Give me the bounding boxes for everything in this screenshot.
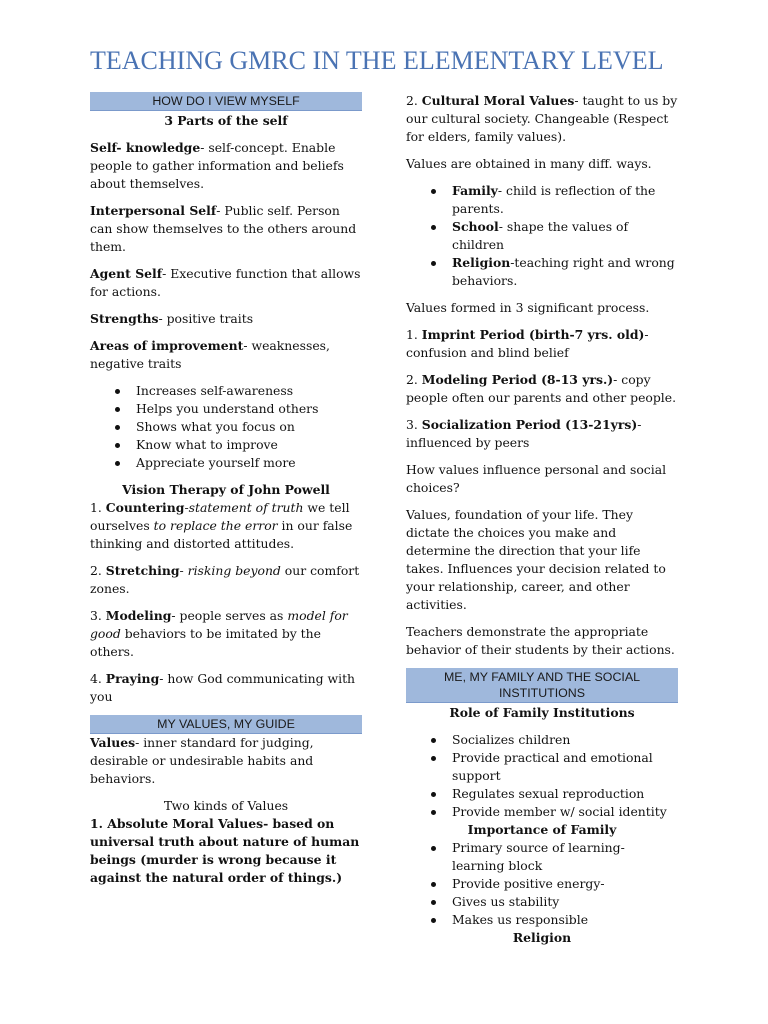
term: School: [452, 219, 499, 234]
text-2: in our false thinking and distorted attitudes.: [90, 518, 353, 551]
values-definition: [90, 734, 362, 788]
term: Countering: [105, 500, 185, 515]
desc: - positive traits: [158, 311, 254, 326]
self-part-item: [90, 337, 362, 373]
section-header-family-institutions: ME, MY FAMILY AND THE SOCIAL INSTITUTIONS: [406, 668, 678, 703]
desc: - weaknesses, negative traits: [90, 338, 330, 371]
list-item: Primary source of learning- learning block: [452, 839, 678, 875]
term: Strengths: [90, 311, 159, 326]
vision-item: [90, 562, 362, 598]
desc: - copy people often our parents and other people.: [406, 372, 677, 405]
num: 3.: [90, 608, 102, 623]
paren: (birth-7 yrs. old): [524, 327, 645, 342]
term: Modeling: [105, 608, 172, 623]
self-part-item: [90, 265, 362, 301]
num: 2.: [406, 93, 418, 108]
desc: - based on universal truth about nature of human beings (murder is wrong because it against the natural order of things.): [90, 816, 360, 885]
self-part-item: [90, 310, 362, 328]
desc: - shape the values of children: [452, 219, 629, 252]
values-obtained-text: Values are obtained in many diff. ways.: [406, 156, 652, 171]
desc: - inner standard for judging, desirable or undesirable habits and behaviors.: [90, 735, 314, 786]
family-importance-list: [406, 839, 678, 929]
list-item: [452, 218, 678, 254]
desc: - Executive function that allows for actions.: [90, 266, 361, 299]
num: 2.: [406, 372, 418, 387]
term: Praying: [105, 671, 160, 686]
list-item: Helps you understand others: [136, 400, 362, 418]
desc: - taught to us by our cultural society. Changeable (Respect for elders, family values).: [406, 93, 678, 144]
list-item: Provide positive energy-: [452, 875, 678, 893]
term: Agent Self: [90, 266, 163, 281]
term: Self- knowledge: [90, 140, 201, 155]
num: 4.: [90, 671, 102, 686]
term: Family: [452, 183, 498, 198]
subheading-parts-of-self: 3 Parts of the self: [164, 113, 288, 128]
two-kinds-title: Two kinds of Values: [163, 798, 289, 813]
list-item: Provide member w/ social identity: [452, 803, 678, 821]
vision-item: [90, 499, 362, 553]
text-1: our comfort zones.: [90, 563, 360, 596]
text-1: we tell ourselves: [90, 500, 350, 533]
term: Socialization Period: [421, 417, 561, 432]
list-item: Gives us stability: [452, 893, 678, 911]
list-item: [452, 254, 678, 290]
list-item: Provide practical and emotional support: [452, 749, 678, 785]
desc: - Public self. Person can show themselves to the others around them.: [90, 203, 357, 254]
page-title: TEACHING GMRC IN THE ELEMENTARY LEVEL: [90, 46, 664, 75]
paren: (8-13 yrs.): [536, 372, 614, 387]
values-formed-text: Values formed in 3 significant process.: [406, 300, 650, 315]
self-part-item: [90, 139, 362, 193]
period-item: [406, 326, 678, 362]
role-family-title: Role of Family Institutions: [449, 705, 635, 720]
italic-1: -statement of truth: [184, 500, 304, 515]
list-item: Increases self-awareness: [136, 382, 362, 400]
importance-family-title: Importance of Family: [467, 822, 617, 837]
vision-item: [90, 607, 362, 661]
right-column: [406, 92, 678, 947]
italic-2: to replace the error: [153, 518, 278, 533]
teachers-text: Teachers demonstrate the appropriate behavior of their students by their actions.: [406, 624, 675, 657]
term: Interpersonal Self: [90, 203, 217, 218]
term: Cultural Moral Values: [421, 93, 575, 108]
text-2: behaviors to be imitated by the others.: [90, 626, 321, 659]
desc: - self-concept. Enable people to gather information and beliefs about themselves.: [90, 140, 344, 191]
num: 2.: [90, 563, 102, 578]
num: 3.: [406, 417, 418, 432]
desc: - influenced by peers: [406, 417, 642, 450]
italic-1: - risking beyond: [179, 563, 281, 578]
list-item: [452, 182, 678, 218]
period-item: [406, 371, 678, 407]
term: Areas of improvement: [90, 338, 244, 353]
list-item: Know what to improve: [136, 436, 362, 454]
desc: - child is reflection of the parents.: [452, 183, 656, 216]
values-question: How values influence personal and social choices?: [406, 462, 667, 495]
values-sources-list: [406, 182, 678, 290]
desc: -teaching right and wrong behaviors.: [452, 255, 675, 288]
italic-2: model for good: [90, 608, 348, 641]
num: 1.: [90, 816, 103, 831]
values-foundation: Values, foundation of your life. They dictate the choices you make and determine the direction that your life takes. Influences your decision related to your relationship, career, and other activities.: [406, 507, 666, 612]
term: Religion: [452, 255, 511, 270]
absolute-values-item: [90, 815, 362, 887]
religion-title: Religion: [512, 930, 572, 945]
term: Imprint Period: [421, 327, 525, 342]
family-roles-list: [406, 731, 678, 821]
num: 1.: [90, 500, 102, 515]
list-item: Appreciate yourself more: [136, 454, 362, 472]
paren: (13-21yrs): [560, 417, 638, 432]
text-1: - people serves as: [171, 608, 288, 623]
benefits-list: [90, 382, 362, 472]
list-item: Makes us responsible: [452, 911, 678, 929]
left-column: [90, 92, 362, 896]
vision-therapy-title: Vision Therapy of John Powell: [122, 482, 330, 497]
term: Stretching: [105, 563, 180, 578]
num: 1.: [406, 327, 418, 342]
term: Values: [90, 735, 136, 750]
term: Modeling Period: [421, 372, 537, 387]
desc: - confusion and blind belief: [406, 327, 649, 360]
section-header-view-myself: HOW DO I VIEW MYSELF: [90, 92, 362, 111]
cultural-values-item: [406, 92, 678, 146]
term: Absolute Moral Values: [107, 816, 264, 831]
text-1: - how God communicating with you: [90, 671, 356, 704]
list-item: Socializes children: [452, 731, 678, 749]
list-item: Regulates sexual reproduction: [452, 785, 678, 803]
list-item: Shows what you focus on: [136, 418, 362, 436]
period-item: [406, 416, 678, 452]
self-part-item: [90, 202, 362, 256]
vision-item: [90, 670, 362, 706]
section-header-values-guide: MY VALUES, MY GUIDE: [90, 715, 362, 734]
